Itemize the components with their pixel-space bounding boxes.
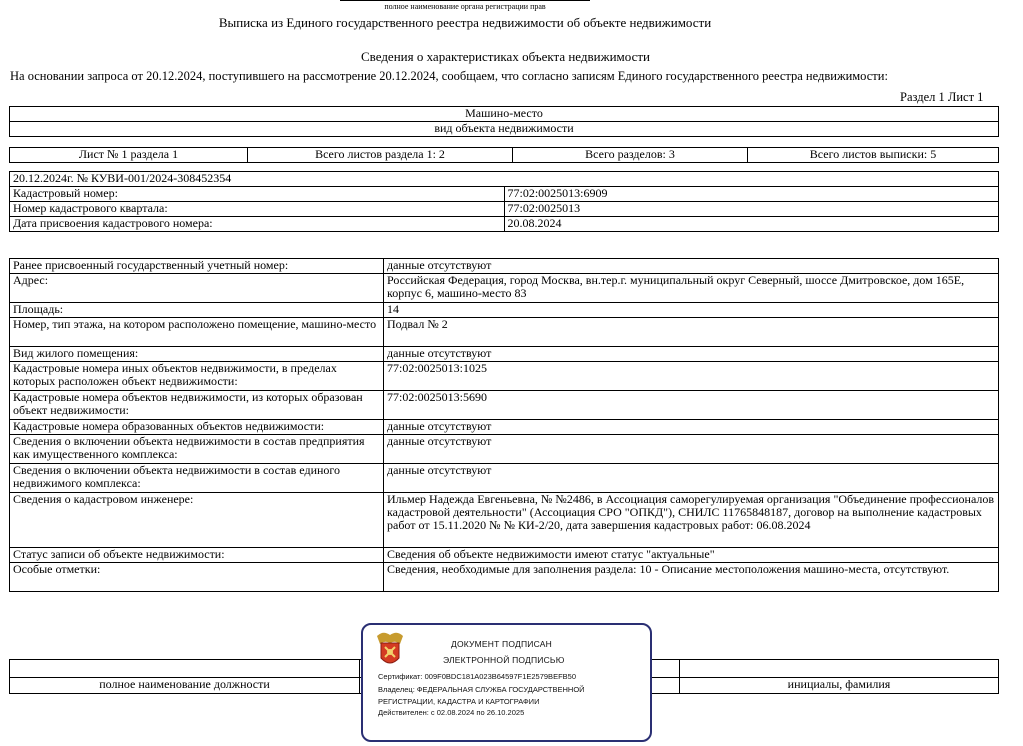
- row-label: Площадь:: [10, 303, 384, 318]
- coat-of-arms-icon: [373, 630, 407, 670]
- row-label: Кадастровые номера образованных объектов недвижимости:: [10, 420, 384, 435]
- total-sheets: Всего листов выписки: 5: [748, 148, 999, 163]
- document-title: Выписка из Единого государственного реестра недвижимости об объекте недвижимости: [218, 15, 712, 30]
- stamp-line-2: ЭЛЕКТРОННОЙ ПОДПИСЬЮ: [443, 655, 565, 665]
- table-row: [10, 362, 999, 391]
- row-label: Кадастровые номера иных объектов недвижимости, в пределах которых расположен объект недвижимости:: [10, 362, 384, 391]
- position-cell: [10, 660, 360, 678]
- organ-name-line: [340, 0, 590, 1]
- stamp-certificate: Сертификат: 009F0BDC181A023B64597F1E2579BEFB50: [378, 672, 576, 681]
- row-label: Сведения о включении объекта недвижимости в состав предприятия как имущественного комплекса:: [10, 435, 384, 464]
- object-type-table: [9, 106, 999, 137]
- row-value: 14: [384, 303, 999, 318]
- table-row: [10, 464, 999, 493]
- row-label: Кадастровый номер:: [10, 187, 505, 202]
- table-row: [10, 347, 999, 362]
- table-row: [10, 548, 999, 563]
- total-sections: Всего разделов: 3: [513, 148, 748, 163]
- table-row: [10, 259, 999, 274]
- row-label: Сведения о включении объекта недвижимости в состав единого недвижимого комплекса:: [10, 464, 384, 493]
- section-subtitle: Сведения о характеристиках объекта недвижимости: [360, 49, 651, 64]
- organ-caption: полное наименование органа регистрации прав: [384, 2, 546, 11]
- stamp-owner-2: РЕГИСТРАЦИИ, КАДАСТРА И КАРТОГРАФИИ: [378, 697, 540, 706]
- row-value: данные отсутствуют: [384, 435, 999, 464]
- stamp-line-1: ДОКУМЕНТ ПОДПИСАН: [451, 639, 552, 649]
- row-value: Сведения об объекте недвижимости имеют статус "актуальные": [384, 548, 999, 563]
- row-label: Сведения о кадастровом инженере:: [10, 493, 384, 548]
- total-section-sheets: Всего листов раздела 1: 2: [248, 148, 513, 163]
- identity-table: [9, 171, 999, 232]
- table-row: [10, 391, 999, 420]
- sheet-of-section: Лист № 1 раздела 1: [10, 148, 248, 163]
- row-label: Особые отметки:: [10, 563, 384, 592]
- row-label: Номер, тип этажа, на котором расположено помещение, машино-место: [10, 318, 384, 347]
- table-row: [10, 435, 999, 464]
- row-label: Статус записи об объекте недвижимости:: [10, 548, 384, 563]
- row-label: Дата присвоения кадастрового номера:: [10, 217, 505, 232]
- table-row: [10, 493, 999, 548]
- row-value: 77:02:0025013:5690: [384, 391, 999, 420]
- row-value: данные отсутствуют: [384, 259, 999, 274]
- row-value: Ильмер Надежда Евгеньевна, № №2486, в Ассоциация саморегулируемая организация "Объединение профессионалов кадастровой деятельности" (Ассоциация СРО "ОПКД"), СНИЛС 11765848187, договор на выполнение кадастровых работ от 15.11.2020 № № КИ-2/20, дата завершения кадастровых работ: 06.08.2024: [384, 493, 999, 548]
- row-value: 77:02:0025013:6909: [504, 187, 999, 202]
- table-row: [10, 187, 999, 202]
- row-value: данные отсутствуют: [384, 420, 999, 435]
- object-type-caption: вид объекта недвижимости: [10, 122, 999, 137]
- details-table: [9, 258, 999, 592]
- table-row: [10, 202, 999, 217]
- table-row: [10, 274, 999, 303]
- position-caption: полное наименование должности: [10, 678, 360, 694]
- row-value: 20.08.2024: [504, 217, 999, 232]
- name-cell: [680, 660, 999, 678]
- row-label: Ранее присвоенный государственный учетный номер:: [10, 259, 384, 274]
- sheets-table: [9, 147, 999, 163]
- e-signature-stamp: [361, 623, 652, 742]
- stamp-validity: Действителен: с 02.08.2024 по 26.10.2025: [378, 708, 525, 717]
- request-date-number: 20.12.2024г. № КУВИ-001/2024-308452354: [10, 172, 999, 187]
- stamp-owner-1: Владелец: ФЕДЕРАЛЬНАЯ СЛУЖБА ГОСУДАРСТВЕННОЙ: [378, 685, 585, 694]
- section-sheet-label: Раздел 1 Лист 1: [900, 90, 984, 104]
- row-value: данные отсутствуют: [384, 464, 999, 493]
- object-type-value: Машино-место: [10, 107, 999, 122]
- table-row: [10, 217, 999, 232]
- row-label: Номер кадастрового квартала:: [10, 202, 505, 217]
- table-row: [10, 303, 999, 318]
- table-row: [10, 318, 999, 347]
- request-basis: На основании запроса от 20.12.2024, поступившего на рассмотрение 20.12.2024, сообщаем, что согласно записям Единого государственного реестра недвижимости:: [10, 69, 888, 83]
- row-value: 77:02:0025013:1025: [384, 362, 999, 391]
- row-value: Сведения, необходимые для заполнения раздела: 10 - Описание местоположения машино-места, отсутствуют.: [384, 563, 999, 592]
- row-value: данные отсутствуют: [384, 347, 999, 362]
- row-value: Подвал № 2: [384, 318, 999, 347]
- row-label: Адрес:: [10, 274, 384, 303]
- row-value: 77:02:0025013: [504, 202, 999, 217]
- row-label: Кадастровые номера объектов недвижимости, из которых образован объект недвижимости:: [10, 391, 384, 420]
- row-label: Вид жилого помещения:: [10, 347, 384, 362]
- table-row: [10, 420, 999, 435]
- row-value: Российская Федерация, город Москва, вн.тер.г. муниципальный округ Северный, шоссе Дмитровское, дом 165Е, корпус 6, машино-место 83: [384, 274, 999, 303]
- name-caption: инициалы, фамилия: [680, 678, 999, 694]
- table-row: [10, 563, 999, 592]
